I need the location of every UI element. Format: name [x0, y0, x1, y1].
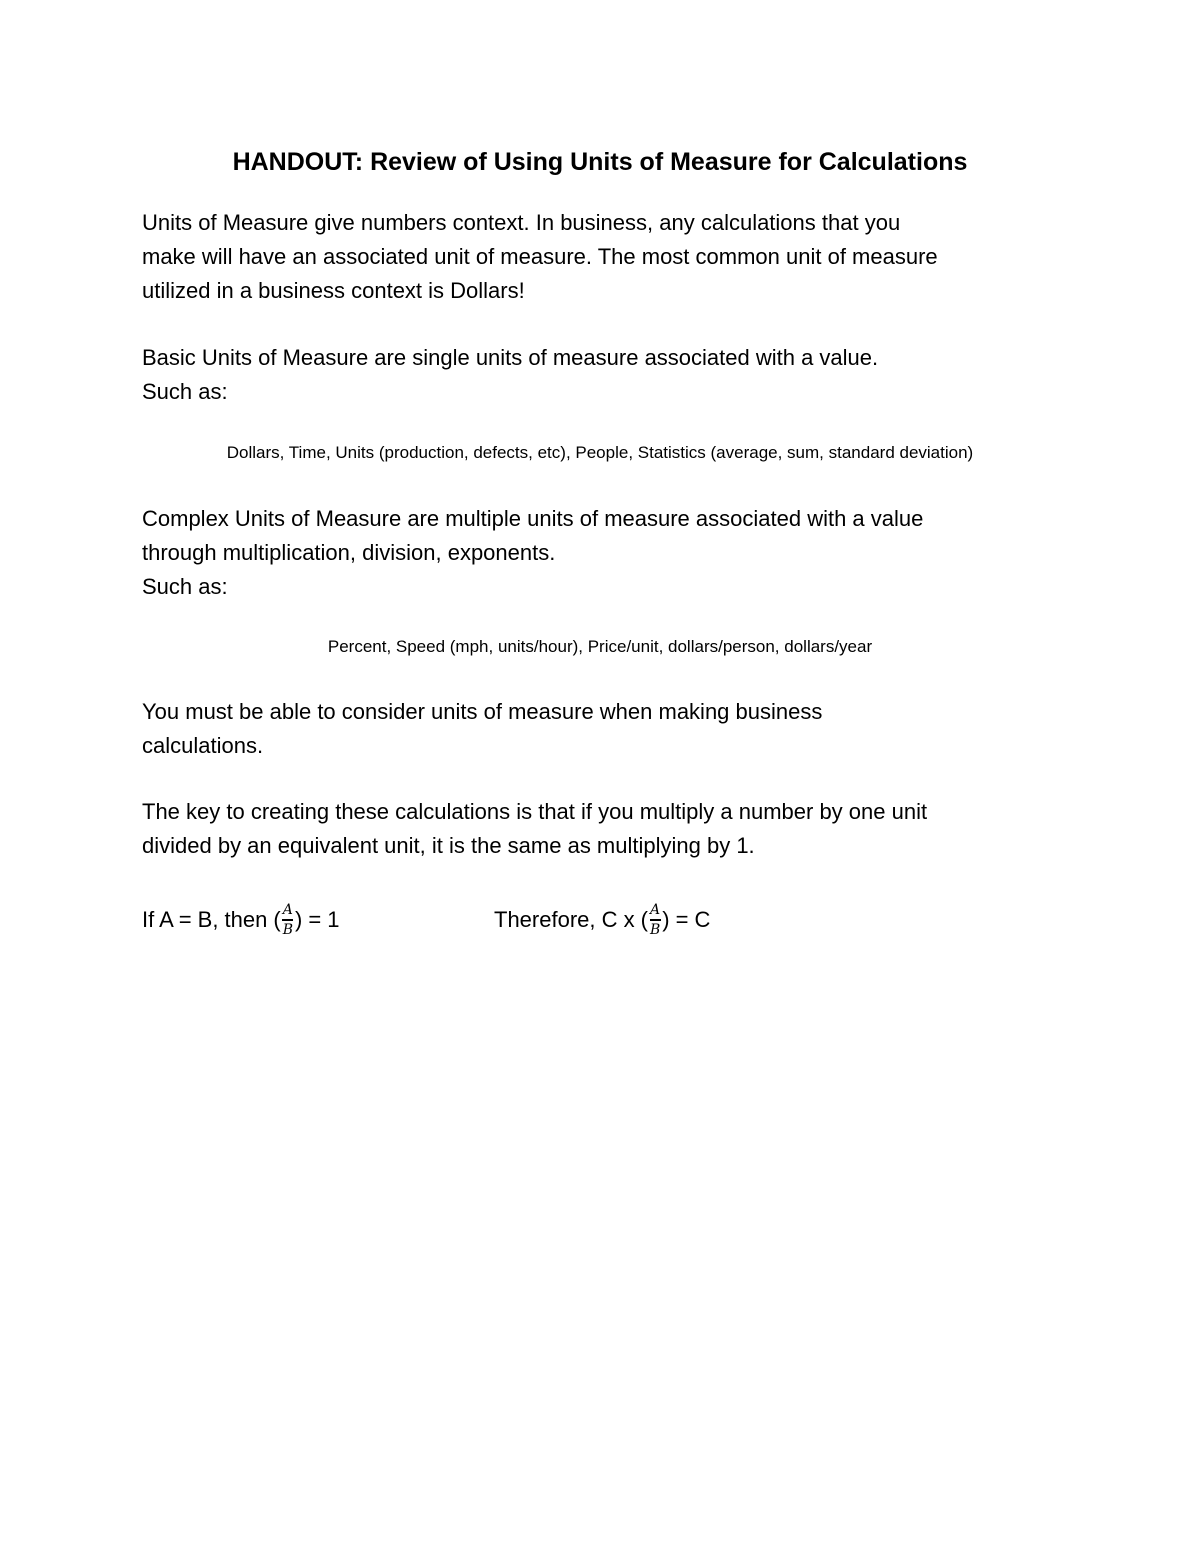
consider-paragraph [142, 695, 1082, 763]
equation-right [494, 898, 710, 942]
complex-units-examples: Percent, Speed (mph, units/hour), Price/unit, dollars/person, dollars/year [327, 637, 873, 656]
basic-units-line-1: Basic Units of Measure are single units of measure associated with a value. [142, 345, 879, 370]
complex-units-line-2: through multiplication, division, exponents. [142, 540, 556, 565]
basic-units-examples: Dollars, Time, Units (production, defects, etc), People, Statistics (average, sum, standard deviation) [226, 443, 974, 462]
intro-line-3: utilized in a business context is Dollars! [142, 278, 525, 303]
complex-units-paragraph [142, 502, 1082, 604]
basic-units-line-2: Such as: [142, 379, 228, 404]
fraction-denominator: B [282, 922, 293, 938]
consider-line-1: You must be able to consider units of measure when making business [142, 699, 823, 724]
equation-right-prefix: Therefore, C x [494, 907, 635, 932]
equation-left-suffix: = 1 [308, 907, 340, 932]
fraction-numerator: A [282, 902, 293, 918]
equation-left-fraction [282, 903, 294, 937]
basic-units-paragraph [142, 341, 1082, 409]
intro-line-1: Units of Measure give numbers context. In business, any calculations that you [142, 210, 901, 235]
key-line-1: The key to creating these calculations is that if you multiply a number by one unit [142, 799, 928, 824]
equation-left-prefix: If A = B, then [142, 907, 268, 932]
equation-left-close-paren: ) [295, 907, 303, 932]
key-line-2: divided by an equivalent unit, it is the same as multiplying by 1. [142, 833, 755, 858]
intro-line-2: make will have an associated unit of measure. The most common unit of measure [142, 244, 938, 269]
equation-right-open-paren: ( [640, 907, 648, 932]
equation-left [142, 898, 340, 942]
intro-paragraph [142, 206, 1082, 308]
equation-right-close-paren: ) [662, 907, 670, 932]
page-title: HANDOUT: Review of Using Units of Measure for Calculations [232, 148, 968, 176]
equation-right-fraction [649, 903, 661, 937]
fraction-bar [650, 919, 661, 921]
key-paragraph [142, 795, 1082, 863]
complex-units-line-1: Complex Units of Measure are multiple units of measure associated with a value [142, 506, 924, 531]
fraction-denominator: B [649, 922, 661, 938]
fraction-bar [282, 919, 293, 921]
fraction-numerator: A [650, 902, 661, 918]
complex-units-line-3: Such as: [142, 574, 228, 599]
consider-line-2: calculations. [142, 733, 264, 758]
equation-right-suffix: = C [675, 907, 711, 932]
equation-left-open-paren: ( [273, 907, 281, 932]
